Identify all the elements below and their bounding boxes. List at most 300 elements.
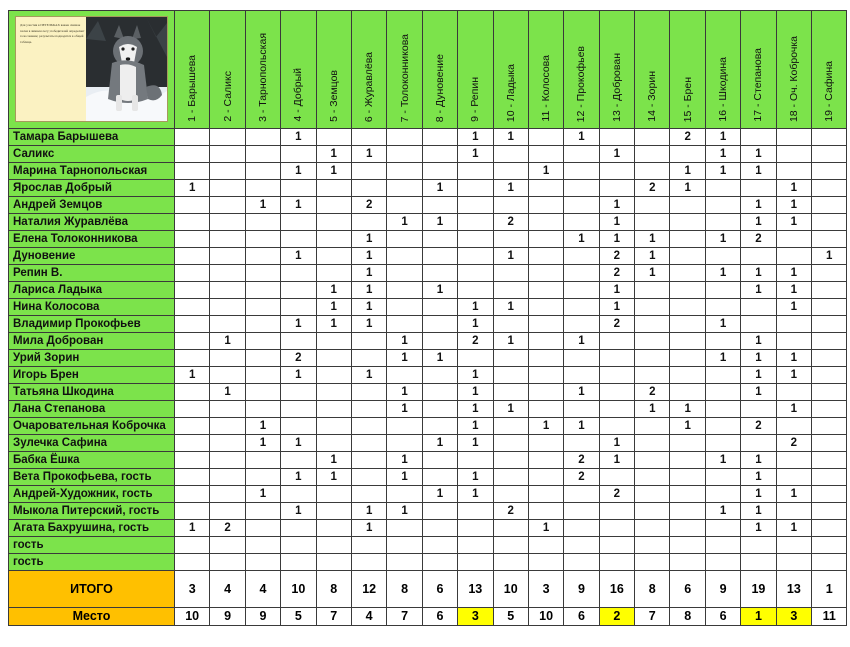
vote-cell: 1 (351, 248, 386, 265)
vote-cell (351, 333, 386, 350)
vote-cell (175, 418, 210, 435)
vote-cell (351, 384, 386, 401)
vote-cell (670, 384, 705, 401)
vote-cell (387, 180, 422, 197)
vote-cell: 1 (351, 282, 386, 299)
column-header (493, 11, 528, 129)
vote-cell (458, 248, 493, 265)
vote-cell (670, 231, 705, 248)
vote-cell: 1 (387, 333, 422, 350)
vote-cell (210, 197, 245, 214)
vote-cell (812, 316, 847, 333)
vote-cell (599, 503, 634, 520)
vote-cell (564, 520, 599, 537)
vote-cell (670, 452, 705, 469)
vote-cell (351, 163, 386, 180)
vote-cell (776, 316, 811, 333)
vote-cell: 1 (458, 384, 493, 401)
vote-cell (564, 401, 599, 418)
vote-cell (635, 197, 670, 214)
vote-cell (316, 129, 351, 146)
voter-name: Мила Доброван (9, 333, 175, 350)
total-value: 3 (175, 571, 210, 608)
vote-cell: 1 (705, 231, 740, 248)
results-table (8, 10, 847, 626)
places-row (9, 608, 847, 626)
voter-name: Агата Бахрушина, гость (9, 520, 175, 537)
vote-cell (316, 248, 351, 265)
vote-cell (564, 265, 599, 282)
vote-cell: 2 (281, 350, 316, 367)
vote-cell: 1 (670, 180, 705, 197)
voter-name: Мыкола Питерский, гость (9, 503, 175, 520)
vote-cell (670, 197, 705, 214)
vote-cell (670, 520, 705, 537)
column-header (458, 11, 493, 129)
vote-cell (422, 265, 457, 282)
vote-cell (493, 231, 528, 248)
total-value: 1 (812, 571, 847, 608)
vote-cell (175, 163, 210, 180)
vote-cell (351, 129, 386, 146)
vote-cell: 1 (776, 401, 811, 418)
vote-cell: 2 (564, 469, 599, 486)
vote-cell (812, 180, 847, 197)
vote-cell: 2 (458, 333, 493, 350)
total-value: 16 (599, 571, 634, 608)
vote-cell (670, 265, 705, 282)
place-value: 9 (210, 608, 245, 626)
vote-cell (458, 520, 493, 537)
vote-cell (528, 401, 563, 418)
vote-cell (564, 486, 599, 503)
total-value: 9 (564, 571, 599, 608)
vote-cell (705, 537, 740, 554)
vote-cell (741, 401, 776, 418)
vote-cell (493, 163, 528, 180)
vote-cell (741, 248, 776, 265)
vote-cell (635, 554, 670, 571)
vote-cell (493, 520, 528, 537)
header-row (9, 11, 847, 129)
vote-cell: 1 (776, 265, 811, 282)
vote-cell (422, 520, 457, 537)
total-value: 10 (281, 571, 316, 608)
table-row (9, 214, 847, 231)
vote-cell (528, 333, 563, 350)
vote-cell: 1 (281, 248, 316, 265)
vote-cell (210, 418, 245, 435)
vote-cell: 2 (599, 265, 634, 282)
vote-cell (635, 537, 670, 554)
vote-cell: 1 (493, 129, 528, 146)
vote-cell (281, 282, 316, 299)
voter-name: Игорь Брен (9, 367, 175, 384)
vote-cell: 1 (670, 418, 705, 435)
vote-cell (528, 316, 563, 333)
vote-cell (705, 299, 740, 316)
vote-cell: 1 (387, 452, 422, 469)
vote-cell (705, 214, 740, 231)
vote-cell: 1 (528, 418, 563, 435)
vote-cell (175, 197, 210, 214)
vote-cell (316, 350, 351, 367)
vote-cell (316, 418, 351, 435)
column-header (670, 11, 705, 129)
vote-cell (210, 367, 245, 384)
vote-cell (635, 146, 670, 163)
column-header-label: 18 - Оч. Коброчка (787, 35, 800, 122)
vote-cell: 1 (705, 163, 740, 180)
vote-cell: 1 (635, 248, 670, 265)
vote-cell (635, 316, 670, 333)
vote-cell: 1 (245, 197, 280, 214)
vote-cell (670, 299, 705, 316)
voter-name: Дуновение (9, 248, 175, 265)
totals-row (9, 571, 847, 608)
vote-cell: 1 (812, 248, 847, 265)
vote-cell (387, 197, 422, 214)
vote-cell (493, 537, 528, 554)
vote-cell (281, 401, 316, 418)
vote-cell (175, 248, 210, 265)
vote-cell (599, 350, 634, 367)
vote-cell (528, 265, 563, 282)
total-value: 6 (422, 571, 457, 608)
vote-cell (422, 163, 457, 180)
vote-cell (458, 503, 493, 520)
vote-cell (422, 537, 457, 554)
vote-cell (812, 537, 847, 554)
vote-cell (458, 282, 493, 299)
table-row (9, 554, 847, 571)
vote-cell (422, 367, 457, 384)
vote-cell (812, 350, 847, 367)
vote-cell (210, 503, 245, 520)
vote-cell: 1 (493, 299, 528, 316)
table-row (9, 469, 847, 486)
vote-cell: 1 (599, 231, 634, 248)
vote-cell (670, 554, 705, 571)
vote-cell (635, 503, 670, 520)
vote-cell (493, 486, 528, 503)
vote-cell (351, 418, 386, 435)
vote-cell: 1 (635, 265, 670, 282)
vote-cell: 1 (351, 367, 386, 384)
vote-cell: 1 (210, 384, 245, 401)
vote-cell (458, 350, 493, 367)
vote-cell (564, 299, 599, 316)
vote-cell (776, 163, 811, 180)
vote-cell (422, 401, 457, 418)
vote-cell: 1 (776, 520, 811, 537)
vote-cell (458, 452, 493, 469)
place-value: 7 (635, 608, 670, 626)
vote-cell (812, 129, 847, 146)
vote-cell (528, 435, 563, 452)
vote-cell (422, 146, 457, 163)
vote-cell: 1 (458, 316, 493, 333)
table-row (9, 163, 847, 180)
vote-cell (705, 469, 740, 486)
vote-cell (281, 418, 316, 435)
vote-cell (281, 146, 316, 163)
vote-cell: 1 (564, 231, 599, 248)
vote-cell (705, 554, 740, 571)
vote-cell (705, 520, 740, 537)
vote-cell: 1 (776, 350, 811, 367)
contest-logo (15, 16, 168, 122)
vote-cell: 1 (422, 486, 457, 503)
vote-cell (528, 503, 563, 520)
vote-cell (245, 299, 280, 316)
vote-cell (175, 231, 210, 248)
vote-cell (458, 231, 493, 248)
vote-cell: 1 (493, 180, 528, 197)
vote-cell (281, 265, 316, 282)
vote-cell (599, 418, 634, 435)
table-row (9, 384, 847, 401)
vote-cell (175, 469, 210, 486)
column-header-label: 12 - Прокофьев (575, 45, 588, 122)
vote-cell: 1 (776, 214, 811, 231)
vote-cell (812, 452, 847, 469)
vote-cell (564, 367, 599, 384)
vote-cell (670, 503, 705, 520)
vote-cell (812, 265, 847, 282)
vote-cell (210, 554, 245, 571)
column-header (245, 11, 280, 129)
vote-cell (351, 537, 386, 554)
vote-cell: 1 (458, 146, 493, 163)
vote-cell (670, 367, 705, 384)
vote-cell (387, 367, 422, 384)
column-header-label: 1 - Барышева (186, 55, 199, 122)
column-header-label: 14 - Зорин (646, 71, 659, 122)
vote-cell (812, 299, 847, 316)
table-row (9, 367, 847, 384)
vote-cell (705, 486, 740, 503)
vote-cell (316, 333, 351, 350)
vote-cell (812, 282, 847, 299)
vote-cell (812, 163, 847, 180)
vote-cell (564, 163, 599, 180)
vote-cell (528, 367, 563, 384)
vote-cell (175, 282, 210, 299)
table-row (9, 520, 847, 537)
vote-cell: 1 (599, 299, 634, 316)
vote-cell: 1 (458, 469, 493, 486)
vote-cell (670, 316, 705, 333)
vote-cell (422, 129, 457, 146)
vote-cell (351, 180, 386, 197)
vote-cell (210, 282, 245, 299)
vote-cell (316, 537, 351, 554)
vote-cell (528, 197, 563, 214)
vote-cell (210, 214, 245, 231)
vote-cell (316, 214, 351, 231)
vote-cell (812, 333, 847, 350)
vote-cell (493, 316, 528, 333)
vote-cell: 1 (175, 180, 210, 197)
column-header-label: 9 - Репин (469, 77, 482, 122)
vote-cell (564, 350, 599, 367)
vote-cell (670, 214, 705, 231)
vote-cell (493, 384, 528, 401)
vote-cell (528, 350, 563, 367)
table-row (9, 299, 847, 316)
vote-cell (812, 231, 847, 248)
vote-cell (670, 282, 705, 299)
vote-cell (776, 146, 811, 163)
vote-cell (422, 503, 457, 520)
vote-cell (245, 367, 280, 384)
voter-name: Репин В. (9, 265, 175, 282)
vote-cell (812, 418, 847, 435)
vote-cell (175, 333, 210, 350)
vote-cell (351, 469, 386, 486)
vote-cell (387, 129, 422, 146)
column-header-label: 10 - Ладыка (504, 63, 517, 122)
vote-cell (599, 163, 634, 180)
vote-cell: 1 (705, 316, 740, 333)
vote-cell: 1 (281, 129, 316, 146)
vote-cell (635, 333, 670, 350)
vote-cell (493, 469, 528, 486)
vote-cell (245, 350, 280, 367)
vote-cell (528, 231, 563, 248)
vote-cell: 1 (281, 367, 316, 384)
vote-cell (493, 350, 528, 367)
vote-cell (599, 129, 634, 146)
column-header (741, 11, 776, 129)
vote-cell (210, 299, 245, 316)
vote-cell: 1 (316, 316, 351, 333)
vote-cell: 2 (599, 248, 634, 265)
vote-cell: 1 (705, 265, 740, 282)
voter-name: Лана Степанова (9, 401, 175, 418)
vote-cell: 1 (741, 282, 776, 299)
vote-cell (245, 469, 280, 486)
vote-cell: 1 (422, 214, 457, 231)
vote-cell (175, 350, 210, 367)
vote-cell (210, 452, 245, 469)
vote-cell: 1 (705, 129, 740, 146)
voter-name: Тамара Барышева (9, 129, 175, 146)
place-value: 10 (528, 608, 563, 626)
vote-cell: 1 (458, 367, 493, 384)
vote-cell (245, 537, 280, 554)
vote-cell: 1 (316, 146, 351, 163)
vote-cell (210, 231, 245, 248)
vote-cell (175, 486, 210, 503)
total-value: 4 (245, 571, 280, 608)
vote-cell (705, 418, 740, 435)
voter-name: Елена Толоконникова (9, 231, 175, 248)
vote-cell: 1 (351, 299, 386, 316)
vote-cell (422, 554, 457, 571)
column-header (210, 11, 245, 129)
vote-cell (528, 129, 563, 146)
vote-cell (599, 180, 634, 197)
column-header-label: 2 - Саликс (221, 71, 234, 122)
vote-cell: 1 (458, 418, 493, 435)
vote-cell (351, 214, 386, 231)
vote-cell (175, 214, 210, 231)
vote-cell (564, 248, 599, 265)
vote-cell (281, 520, 316, 537)
voter-name: Татьяна Шкодина (9, 384, 175, 401)
vote-cell (776, 384, 811, 401)
vote-cell (175, 503, 210, 520)
vote-cell (422, 333, 457, 350)
vote-cell: 1 (564, 129, 599, 146)
vote-cell: 1 (387, 350, 422, 367)
vote-cell (351, 350, 386, 367)
vote-cell (493, 197, 528, 214)
vote-cell (316, 554, 351, 571)
vote-cell (812, 554, 847, 571)
vote-cell (564, 282, 599, 299)
vote-cell: 1 (741, 503, 776, 520)
column-header-label: 5 - Земцов (327, 70, 340, 122)
voter-name: Владимир Прокофьев (9, 316, 175, 333)
vote-cell (351, 486, 386, 503)
vote-cell (245, 163, 280, 180)
vote-cell (599, 469, 634, 486)
total-value: 13 (776, 571, 811, 608)
vote-cell (175, 146, 210, 163)
vote-cell (776, 333, 811, 350)
vote-cell (635, 129, 670, 146)
column-header-label: 8 - Дуновение (433, 53, 446, 122)
vote-cell: 1 (741, 333, 776, 350)
vote-cell: 1 (422, 180, 457, 197)
vote-cell (458, 554, 493, 571)
column-header-label: 11 - Колосова (540, 55, 553, 122)
vote-cell (812, 503, 847, 520)
vote-cell (316, 384, 351, 401)
voter-name: Ярослав Добрый (9, 180, 175, 197)
vote-cell (528, 469, 563, 486)
vote-cell (245, 452, 280, 469)
vote-cell: 1 (741, 469, 776, 486)
column-header-label: 7 - Толоконникова (398, 33, 411, 122)
vote-cell (422, 197, 457, 214)
voter-name: Марина Тарнопольская (9, 163, 175, 180)
vote-cell (281, 452, 316, 469)
table-row (9, 418, 847, 435)
vote-cell: 1 (599, 282, 634, 299)
place-value: 6 (422, 608, 457, 626)
vote-cell (316, 486, 351, 503)
vote-cell: 1 (599, 435, 634, 452)
vote-cell (422, 316, 457, 333)
vote-cell (705, 401, 740, 418)
vote-cell (245, 248, 280, 265)
vote-cell (812, 384, 847, 401)
vote-cell (458, 537, 493, 554)
vote-cell (245, 129, 280, 146)
vote-cell: 1 (741, 350, 776, 367)
vote-cell (316, 265, 351, 282)
vote-cell (705, 197, 740, 214)
table-row (9, 350, 847, 367)
table-row (9, 265, 847, 282)
table-row (9, 537, 847, 554)
vote-cell (776, 231, 811, 248)
vote-cell (528, 537, 563, 554)
